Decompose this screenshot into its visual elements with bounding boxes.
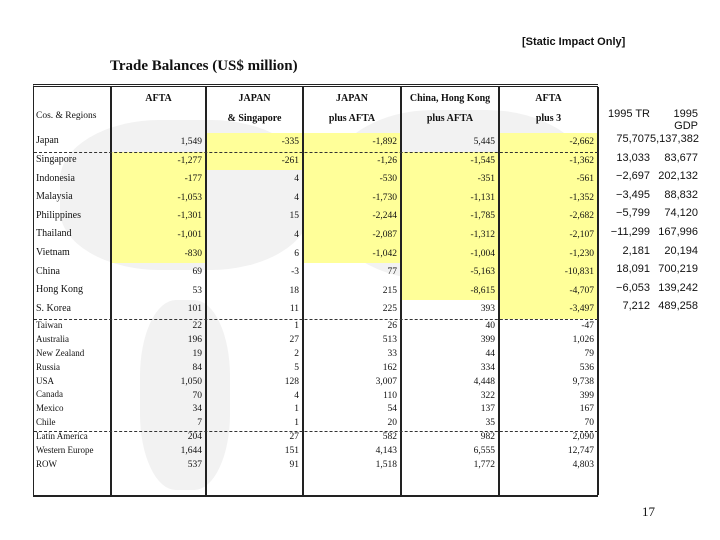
table-cell: -530: [303, 170, 401, 189]
column-header: AFTA: [145, 93, 172, 104]
table-cell: 4: [294, 230, 299, 240]
row-label: Japan: [36, 135, 59, 147]
table-cell: 4: [294, 192, 299, 203]
trade-balance-table: [33, 84, 598, 497]
table-cell: -1,312: [401, 226, 499, 245]
gdp-value: 489,258: [658, 300, 698, 313]
table-cell: 44: [485, 348, 495, 359]
table-cell: 110: [383, 390, 397, 401]
table-cell: -1,053: [111, 189, 206, 208]
table-cell: 11: [289, 304, 299, 315]
row-separator: [34, 319, 598, 320]
row-label: USA: [36, 375, 55, 386]
table-cell: 77: [387, 267, 397, 278]
table-cell: 101: [187, 304, 202, 315]
row-label: Russia: [36, 361, 61, 372]
table-cell: -1,352: [499, 189, 598, 208]
table-cell: -1,230: [499, 245, 598, 264]
row-label: Vietnam: [36, 246, 70, 258]
table-cell: 27: [289, 334, 299, 345]
table-cell: 151: [284, 446, 299, 457]
table-cell: 15: [289, 211, 299, 222]
tr-value: 75,707: [616, 133, 650, 145]
table-cell: 6: [294, 248, 299, 259]
tr-value: 7,212: [622, 300, 650, 313]
table-cell: 204: [187, 432, 202, 443]
table-cell: -1,042: [303, 245, 401, 264]
table-cell: -1,892: [303, 133, 401, 152]
gdp-value: 74,120: [664, 207, 698, 220]
row-label: Australia: [36, 333, 69, 344]
table-cell: 1,050: [180, 376, 202, 387]
table-cell: 69: [192, 267, 202, 278]
table-cell: 54: [387, 404, 397, 415]
column-header: plus AFTA: [328, 113, 376, 124]
table-cell: -1,545: [401, 152, 499, 171]
table-cell: 9,738: [572, 376, 594, 387]
table-cell: 399: [480, 334, 495, 345]
table-cell: 40: [485, 321, 495, 331]
gdp-value: 5,137,382: [650, 133, 699, 145]
column-header: JAPAN: [335, 93, 369, 104]
column-divider: [110, 87, 112, 495]
gdp-value: 202,132: [658, 170, 698, 183]
table-cell: -351: [401, 170, 499, 189]
table-cell: 20: [387, 418, 397, 429]
table-cell: -1,362: [499, 152, 598, 171]
table-cell: 196: [187, 334, 202, 345]
table-cell: 2,090: [572, 432, 594, 443]
table-cell: -335: [206, 133, 303, 152]
table-cell: -3: [291, 267, 299, 278]
table-cell: 35: [485, 418, 495, 429]
static-impact-note: [Static Impact Only]: [522, 36, 626, 48]
row-label: Thailand: [36, 228, 72, 240]
table-cell: 1,026: [572, 334, 594, 345]
table-cell: 1,549: [180, 137, 202, 147]
table-cell: 33: [387, 348, 397, 359]
gdp-value: 88,832: [664, 188, 698, 201]
table-cell: 4,448: [473, 376, 495, 387]
table-cell: 5,445: [473, 137, 495, 147]
table-cell: 4,803: [572, 460, 594, 470]
table-cell: 225: [382, 304, 397, 315]
row-label: Canada: [36, 389, 63, 400]
table-cell: 128: [284, 376, 299, 387]
table-cell: 1,518: [375, 460, 397, 470]
row-label: Chile: [36, 417, 56, 428]
column-header: & Singapore: [227, 113, 282, 124]
table-cell: -47: [581, 321, 594, 331]
table-cell: -1,26: [303, 152, 401, 171]
table-cell: -10,831: [499, 263, 598, 282]
table-cell: -1,001: [111, 226, 206, 245]
row-label: Western Europe: [36, 445, 94, 456]
table-cell: 2: [294, 348, 299, 359]
table-cell: 53: [192, 285, 202, 296]
column-header: plus AFTA: [426, 113, 474, 124]
table-cell: 70: [192, 390, 202, 401]
table-cell: -177: [111, 170, 206, 189]
table-cell: 1,772: [473, 460, 495, 470]
table-cell: 4: [294, 174, 299, 185]
table-cell: 26: [387, 321, 397, 331]
row-label: ROW: [36, 458, 57, 469]
column-header: plus 3: [535, 113, 562, 124]
table-cell: 137: [480, 404, 495, 415]
table-cell: -261: [206, 152, 303, 171]
header-1995-gdp: 1995 GDP: [673, 108, 698, 132]
gdp-value: 167,996: [658, 226, 698, 238]
row-label: Malaysia: [36, 191, 73, 203]
row-separator: [34, 431, 598, 432]
row-label: S. Korea: [36, 302, 71, 314]
table-cell: 513: [382, 334, 397, 345]
column-divider: [205, 87, 207, 495]
column-divider: [400, 87, 402, 495]
table-cell: 70: [584, 418, 594, 429]
table-cell: 3,007: [375, 376, 397, 387]
table-cell: 18: [289, 285, 299, 296]
row-label: Singapore: [36, 153, 77, 165]
table-cell: 27: [289, 432, 299, 443]
gdp-value: 83,677: [664, 151, 698, 164]
row-label: Indonesia: [36, 172, 75, 184]
tr-value: 18,091: [616, 263, 650, 276]
table-cell: 537: [187, 460, 202, 470]
column-header: AFTA: [535, 93, 562, 104]
tr-value: −3,495: [616, 188, 650, 201]
tr-value: −2,697: [616, 170, 650, 183]
table-cell: 5: [294, 362, 299, 373]
table-cell: 167: [579, 404, 594, 415]
tr-value: −6,053: [616, 281, 650, 294]
table-cell: 1: [294, 321, 299, 331]
table-cell: -1,131: [401, 189, 499, 208]
table-cell: -5,163: [401, 263, 499, 282]
table-cell: 6,555: [473, 446, 495, 457]
row-label: Mexico: [36, 403, 64, 414]
table-cell: 536: [579, 362, 594, 373]
table-cell: 162: [382, 362, 397, 373]
header-regions: Cos. & Regions: [36, 111, 97, 121]
row-label: Hong Kong: [36, 284, 83, 296]
gdp-value: 700,219: [658, 263, 698, 276]
column-divider: [302, 87, 304, 495]
table-cell: 4: [294, 390, 299, 401]
table-cell: 982: [480, 432, 495, 443]
table-cell: 1: [294, 418, 299, 429]
table-cell: 322: [480, 390, 495, 401]
table-cell: -2,662: [499, 133, 598, 152]
tr-value: −11,299: [610, 226, 650, 238]
table-cell: -1,730: [303, 189, 401, 208]
table-cell: 19: [192, 348, 202, 359]
table-cell: -1,004: [401, 245, 499, 264]
table-cell: -830: [111, 245, 206, 264]
table-cell: -561: [499, 170, 598, 189]
table-cell: 393: [480, 304, 495, 315]
table-cell: 7: [197, 418, 202, 429]
table-cell: 1,644: [180, 446, 202, 457]
table-cell: -1,301: [111, 207, 206, 226]
table-cell: 4,143: [375, 446, 397, 457]
table-cell: 215: [382, 285, 397, 296]
table-cell: 399: [579, 390, 594, 401]
tr-value: −5,799: [616, 207, 650, 220]
header-1995-tr: 1995 TR: [608, 108, 650, 120]
row-label: Latin America: [36, 431, 88, 442]
table-cell: -1,277: [111, 152, 206, 171]
table-title: Trade Balances (US$ million): [110, 58, 298, 74]
row-label: New Zealand: [36, 347, 85, 358]
table-cell: -2,682: [499, 207, 598, 226]
table-cell: 12,747: [567, 446, 594, 457]
column-header: China, Hong Kong: [409, 93, 491, 104]
table-cell: 84: [192, 362, 202, 373]
table-cell: 22: [192, 321, 202, 331]
gdp-value: 139,242: [658, 281, 698, 294]
tr-value: 2,181: [622, 244, 650, 257]
table-cell: 1: [294, 404, 299, 415]
column-divider: [498, 87, 500, 495]
table-cell: 91: [289, 460, 299, 470]
table-cell: 582: [382, 432, 397, 443]
gdp-value: 20,194: [664, 244, 698, 257]
table-cell: -8,615: [401, 282, 499, 301]
table-cell: -3,497: [499, 300, 598, 319]
table-cell: -2,107: [499, 226, 598, 245]
page-number: 17: [642, 504, 655, 519]
row-label: Philippines: [36, 209, 82, 221]
tr-value: 13,033: [616, 151, 650, 164]
row-separator: [34, 152, 598, 153]
table-cell: 334: [480, 362, 495, 373]
table-cell: 79: [584, 348, 594, 359]
table-cell: -2,244: [303, 207, 401, 226]
row-label: China: [36, 265, 60, 277]
table-cell: -1,785: [401, 207, 499, 226]
row-label: Taiwan: [36, 319, 63, 330]
table-cell: 34: [192, 404, 202, 415]
table-cell: -4,707: [499, 282, 598, 301]
table-cell: -2,087: [303, 226, 401, 245]
column-header: JAPAN: [238, 93, 271, 104]
